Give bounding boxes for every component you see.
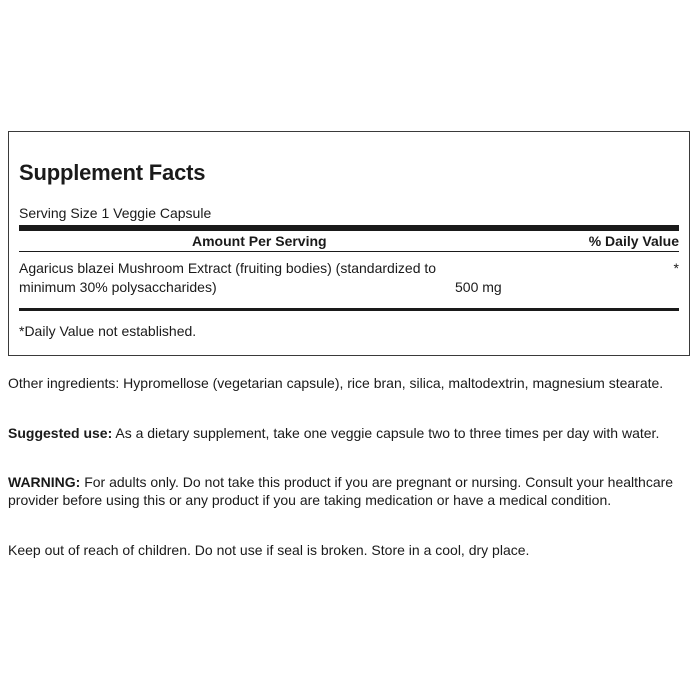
ingredient-amount: 500 mg [455,279,502,295]
suggested-use [8,424,683,442]
daily-value-footnote: *Daily Value not established. [19,323,197,339]
ingredient-name: Agaricus blazei Mushroom Extract (fruiting bodies) (standardized to minimum 30% polysaccharides) [19,260,437,295]
facts-header-row [19,233,679,251]
other-ingredients: Other ingredients: Hypromellose (vegetarian capsule), rice bran, silica, maltodextrin, magnesium stearate. [8,375,664,391]
supplement-facts-panel [8,131,690,356]
suggested-use-label: Suggested use: [8,425,113,441]
ingredient-row [19,259,679,301]
serving-size: Serving Size 1 Veggie Capsule [19,205,212,221]
thin-divider [19,251,679,252]
amount-per-serving-header: Amount Per Serving [192,233,327,249]
ingredient-daily-value: * [673,260,679,276]
daily-value-header: % Daily Value [588,233,679,249]
medium-divider [19,308,679,311]
thick-divider [19,225,679,231]
suggested-use-text: As a dietary supplement, take one veggie capsule two to three times per day with water. [112,425,660,441]
warning [8,473,683,509]
facts-title: Supplement Facts [19,160,206,185]
warning-label: WARNING: [8,474,81,490]
storage-instructions: Keep out of reach of children. Do not use if seal is broken. Store in a cool, dry place. [8,542,530,558]
warning-text: For adults only. Do not take this product if you are pregnant or nursing. Consult your healthcare provider before using this or any product if you are taking medication or have a medical condition. [8,474,674,508]
